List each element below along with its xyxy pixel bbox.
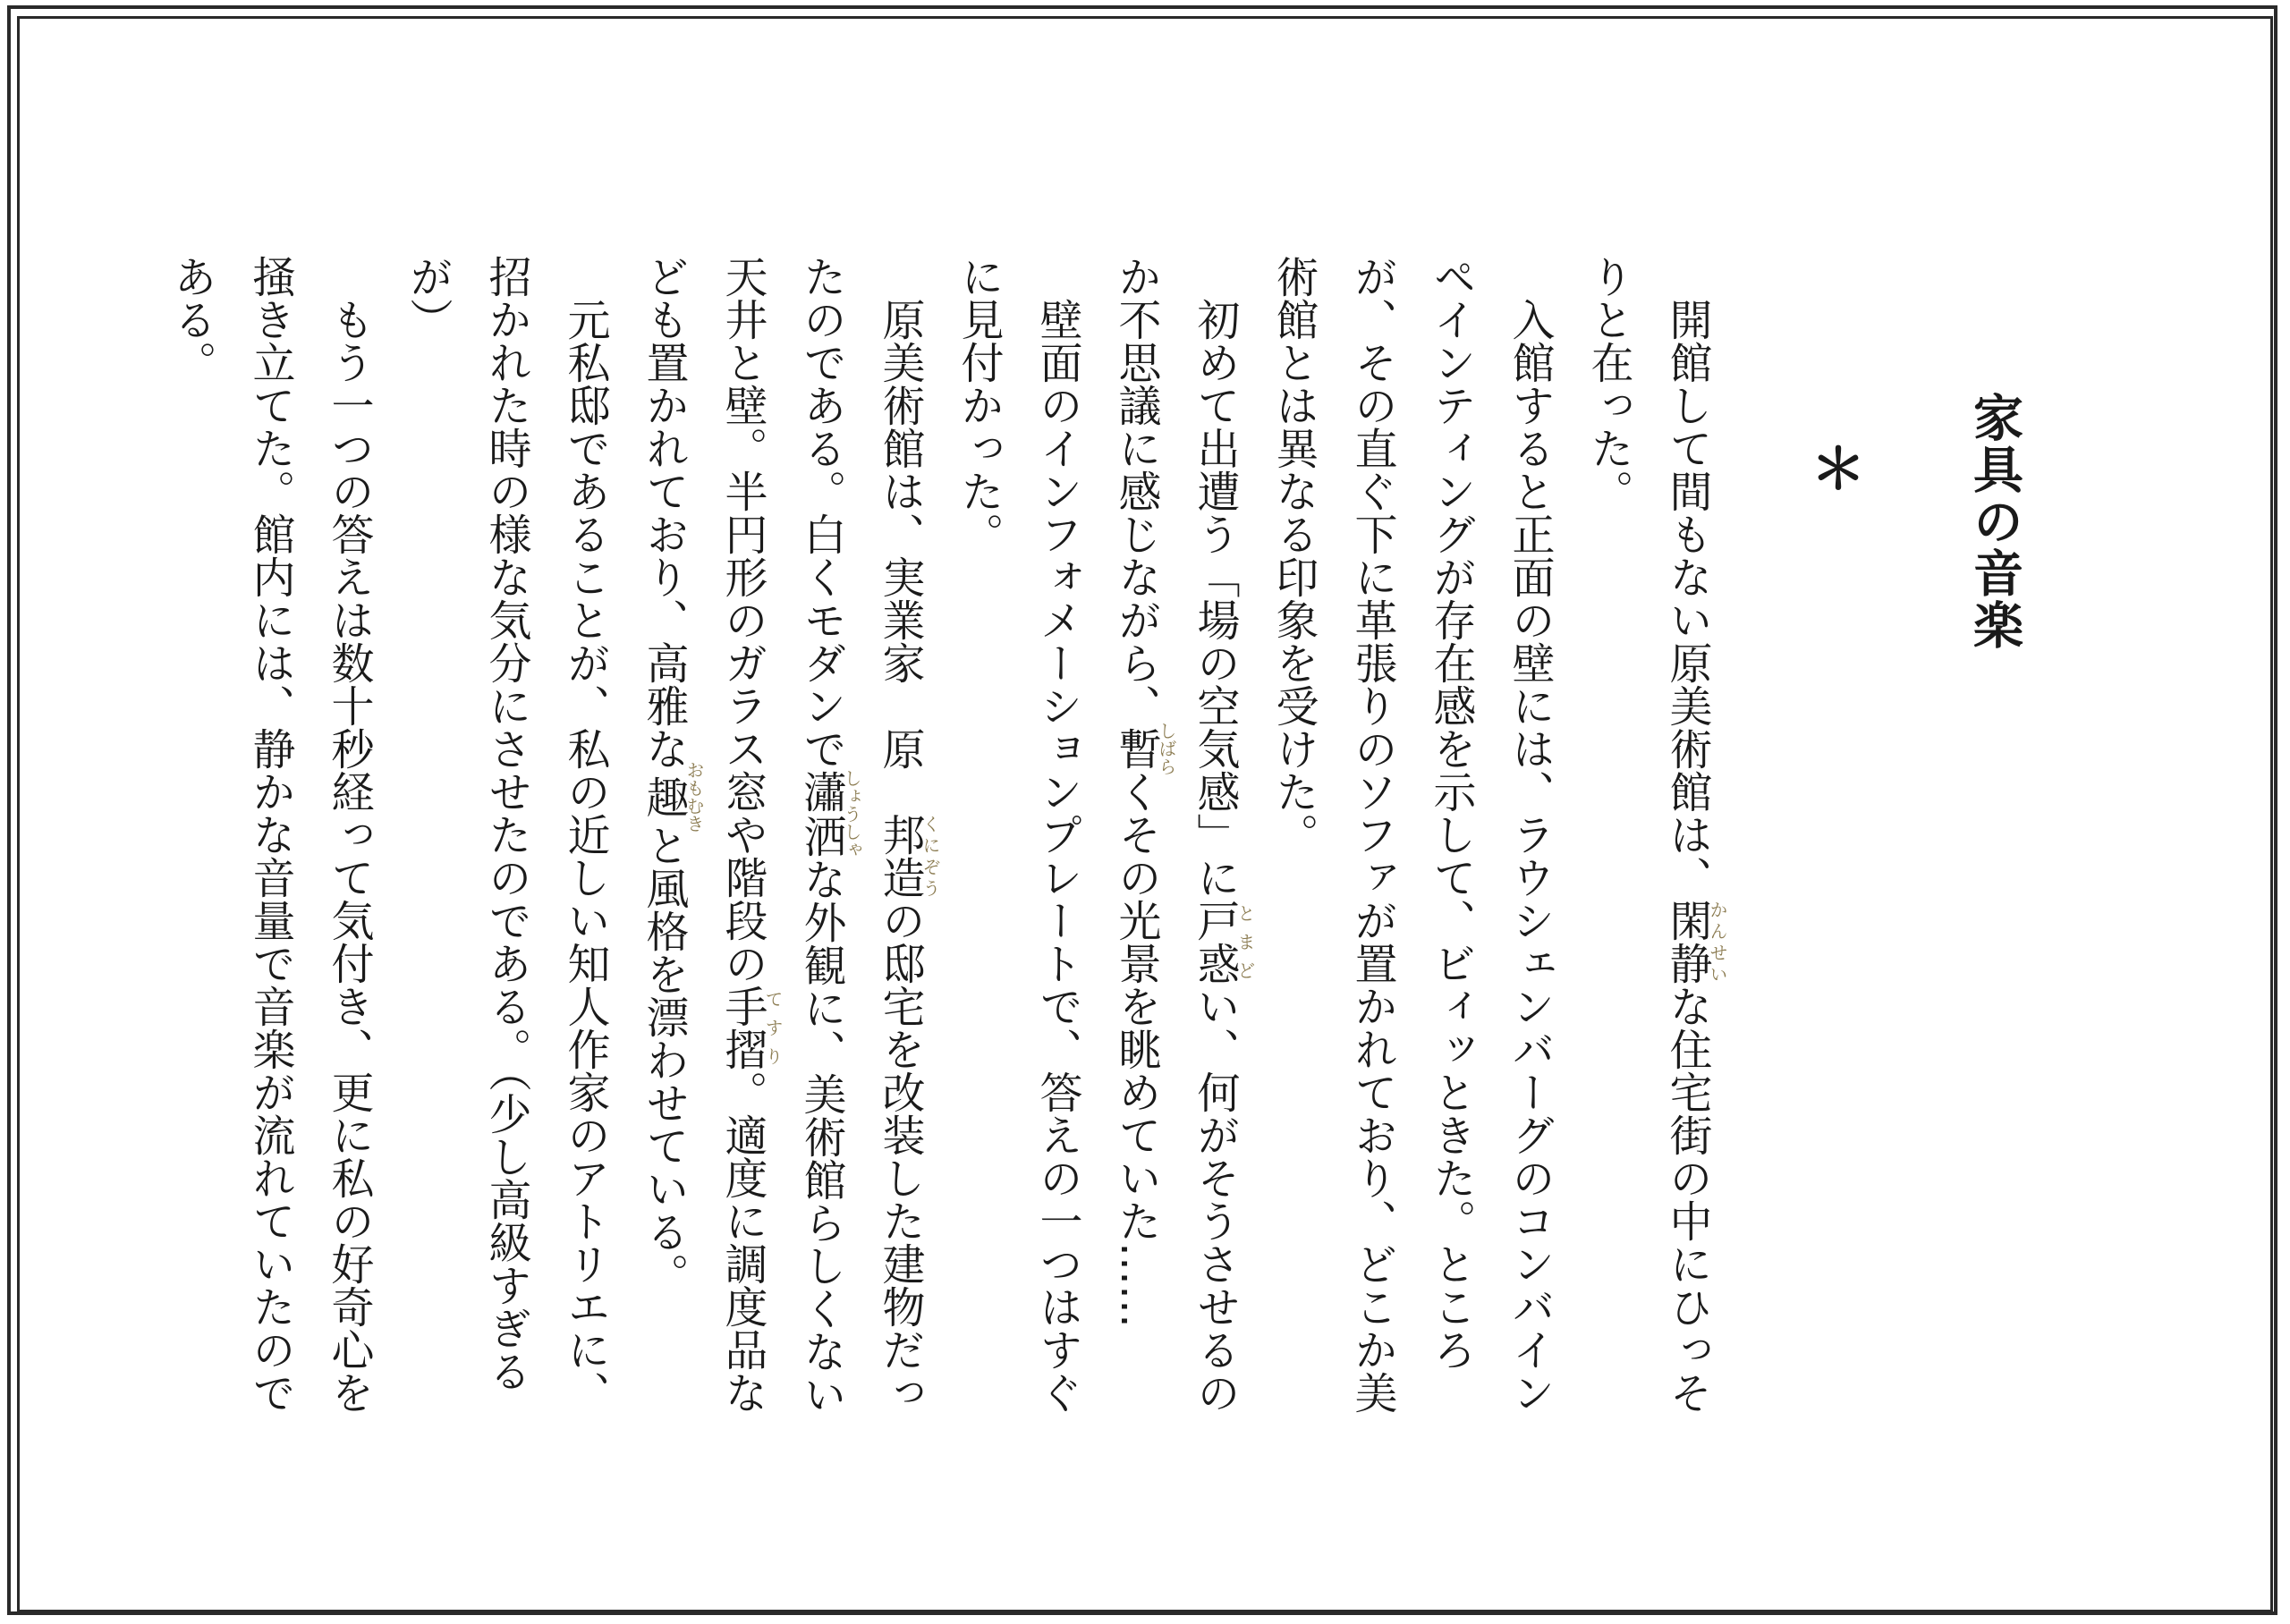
paragraph-5-text-b: の邸宅を改装した建物だったのである。白くモダンで bbox=[796, 255, 925, 1414]
ruby-kansei bbox=[1662, 899, 1728, 985]
page-title: 家具の音楽 bbox=[1965, 392, 2024, 651]
ruby-omomuki bbox=[639, 761, 705, 833]
ruby-tesuri-base: 手摺 bbox=[717, 985, 768, 1070]
paragraph-5-text-e: と風格を漂わせている。 bbox=[639, 824, 689, 1296]
paragraph-5-text-d: 。適度に調度品なども置かれており、高雅な bbox=[639, 255, 768, 1414]
paragraph-3 bbox=[1097, 255, 1254, 1426]
ruby-kansei-base: 閑静 bbox=[1662, 899, 1712, 985]
paragraph-3-text-a: 初めて出遭う「場の空気感」に bbox=[1190, 298, 1240, 899]
ruby-tesuri bbox=[717, 985, 784, 1070]
paragraph-3-text-c: くその光景を眺めていた…… bbox=[1111, 770, 1161, 1328]
ruby-shosha-reading: しょうしゃ bbox=[841, 769, 862, 859]
body-text bbox=[166, 255, 1728, 1426]
paragraph-1-text-b: な住宅街の中にひっそりと在った。 bbox=[1583, 255, 1712, 1414]
ruby-kunizo-reading: くにぞう bbox=[920, 813, 941, 899]
ruby-kunizo-base: 邦造 bbox=[875, 813, 925, 899]
ruby-shibara bbox=[1111, 722, 1177, 775]
section-separator: ＊ bbox=[1811, 436, 1867, 502]
ruby-shibara-base: 暫 bbox=[1111, 722, 1161, 775]
paragraph-3-text-b: い、何がそうさせるのか不思議に感じながら、 bbox=[1111, 255, 1240, 1414]
paragraph-7: もう一つの答えは数十秒経って気付き、更に私の好奇心を掻き立てた。館内には、静かな音量で音楽が流れていたのである。 bbox=[166, 255, 374, 1414]
paragraph-5-text-a: 原美術館は、実業家 原 bbox=[875, 298, 925, 813]
ruby-tomado-base: 戸惑 bbox=[1190, 899, 1240, 985]
paragraph-5-text-c: な外観に、美術館らしくない天井と壁。半円形のガラス窓や階段の bbox=[717, 255, 846, 1416]
ruby-kunizo bbox=[875, 813, 941, 899]
ruby-shosha-base: 瀟洒 bbox=[796, 769, 846, 859]
paragraph-2: 入館すると正面の壁には、ラウシェンバーグのコンバインペインティングが存在感を示して、ビィッときた。ところが、その直ぐ下に革張りのソファが置かれており、どこか美術館とは異なる印象を受けた。 bbox=[1268, 255, 1555, 1414]
ruby-omomuki-base: 趣 bbox=[639, 761, 689, 833]
paragraph-5 bbox=[624, 255, 939, 1426]
ruby-shibara-reading: しばら bbox=[1156, 722, 1177, 775]
ruby-tesuri-reading: てすり bbox=[762, 985, 784, 1070]
paragraph-6: 元私邸であることが、私の近しい知人作家のアトリエに、招かれた時の様な気分にさせたのである。（少し高級すぎるが） bbox=[403, 255, 610, 1414]
paragraph-1 bbox=[1569, 255, 1726, 1426]
ruby-tomado bbox=[1190, 899, 1256, 985]
paragraph-4: 壁面のインフォメーションプレートで、答えの一つはすぐに見付かった。 bbox=[954, 255, 1082, 1414]
ruby-shosha bbox=[796, 769, 862, 859]
ruby-omomuki-reading: おもむき bbox=[683, 761, 705, 833]
paragraph-1-text-a: 開館して間もない原美術館は、 bbox=[1662, 298, 1712, 899]
ruby-kansei-reading: かんせい bbox=[1707, 899, 1728, 985]
ruby-tomado-reading: とまど bbox=[1234, 899, 1256, 985]
